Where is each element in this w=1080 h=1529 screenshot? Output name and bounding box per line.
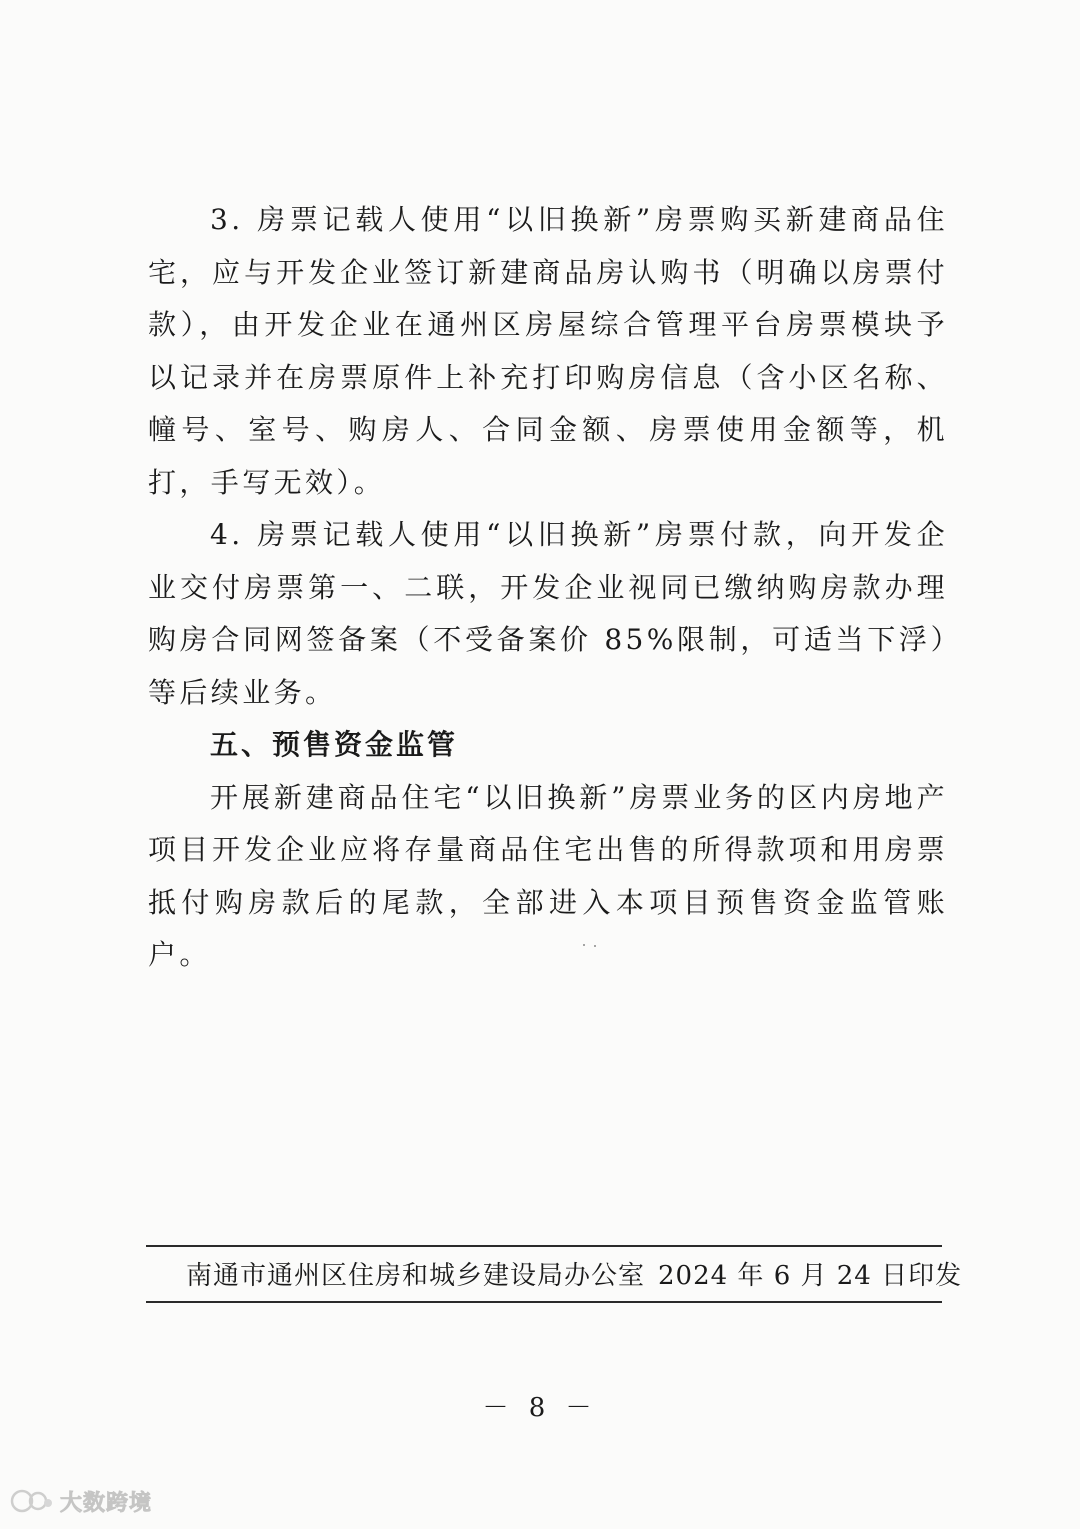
issuing-office: 南通市通州区住房和城乡建设局办公室: [186, 1261, 646, 1291]
watermark: [10, 1484, 152, 1518]
paragraph-item-3: 3. 房票记载人使用“以旧换新”房票购买新建商品住宅，应与开发企业签订新建商品房认购书（明确以房票付款），由开发企业在通州区房屋综合管理平台房票模块予以记录并在房票原件上补充打印购房信息（含小区名称、幢号、室号、购房人、合同金额、房票使用金额等，机打，手写无效）。: [148, 203, 948, 499]
document-body: [148, 194, 948, 982]
footer-rule-bottom: [146, 1301, 942, 1303]
section-heading-presale-funds: 五、预售资金监管: [210, 728, 459, 761]
watermark-logo-icon: [10, 1488, 54, 1514]
issue-date: 2024 年 6 月 24 日印发: [658, 1261, 963, 1291]
scan-speck: [594, 945, 596, 947]
scan-speck: [583, 944, 585, 946]
watermark-text: 大数跨境: [60, 1490, 153, 1516]
paragraph-item-4: 4. 房票记载人使用“以旧换新”房票付款，向开发企业交付房票第一、二联，开发企业视同已缴纳购房款办理购房合同网签备案（不受备案价 85%限制，可适当下浮）等后续业务。: [148, 518, 948, 709]
footer-rule-top: [146, 1245, 942, 1247]
page-number: － 8 －: [482, 1393, 598, 1423]
paragraph-presale-funds: 开展新建商品住宅“以旧换新”房票业务的区内房地产项目开发企业应将存量商品住宅出售的所得款项和用房票抵付购房款后的尾款，全部进入本项目预售资金监管账户。: [148, 780, 948, 971]
